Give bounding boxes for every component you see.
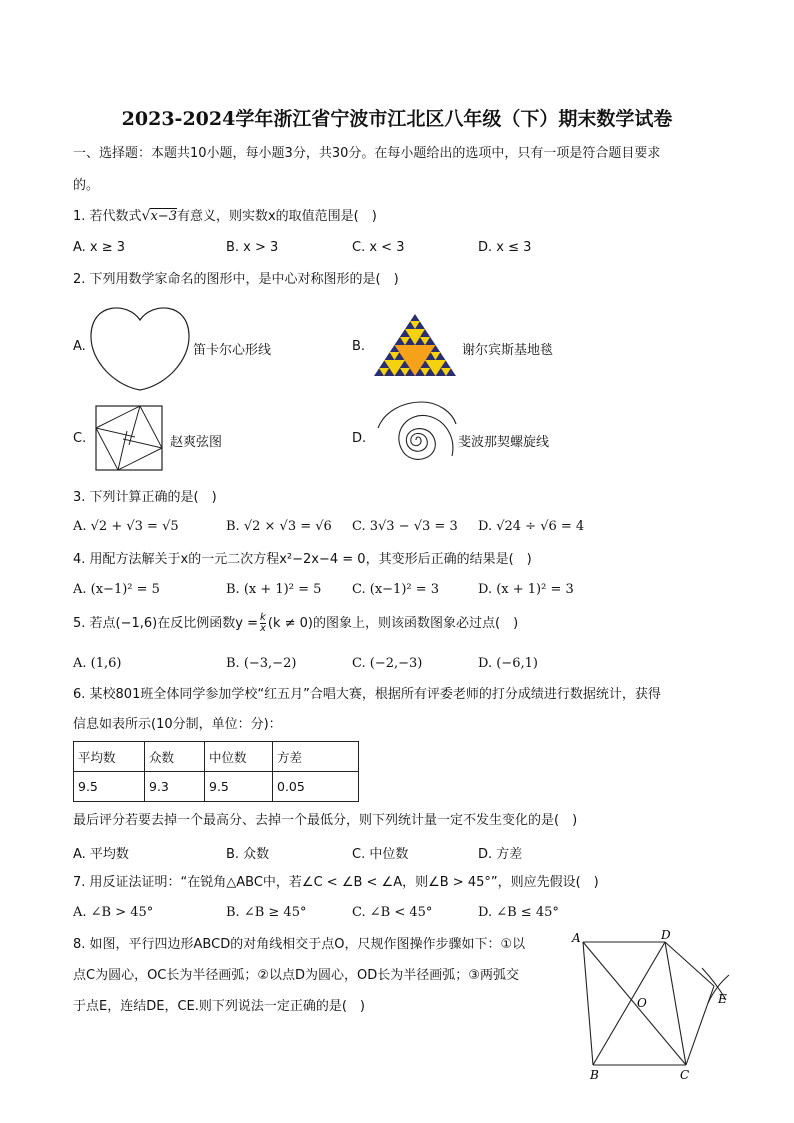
table-cell-median: 9.5 bbox=[205, 772, 273, 802]
q5-option-b[interactable]: B. (−3,−2) bbox=[226, 656, 297, 671]
q3-option-d[interactable]: D. √24 ÷ √6 = 4 bbox=[478, 519, 585, 534]
q7-option-a[interactable]: A. ∠B > 45° bbox=[73, 905, 154, 920]
q4-option-d[interactable]: D. (x + 1)² = 3 bbox=[478, 582, 574, 597]
cardioid-figure bbox=[88, 300, 192, 392]
table-cell-mean: 9.5 bbox=[74, 772, 145, 802]
q2-option-c[interactable]: C. bbox=[73, 431, 87, 446]
q2-option-a[interactable]: A. bbox=[73, 339, 86, 354]
q7-option-b[interactable]: B. ∠B ≥ 45° bbox=[226, 905, 307, 920]
q3-option-c[interactable]: C. 3√3 − √3 = 3 bbox=[352, 519, 458, 534]
q1-stem-pre: 1. 若代数式 bbox=[73, 209, 142, 224]
q1-radicand: x−3 bbox=[150, 209, 177, 224]
q2-stem: 2. 下列用数学家命名的图形中，是中心对称图形的是( ) bbox=[73, 272, 399, 287]
q5-fraction bbox=[260, 613, 266, 634]
q5-stem bbox=[73, 613, 518, 634]
page-title: 2023-2024学年浙江省宁波市江北区八年级（下）期末数学试卷 bbox=[121, 108, 673, 130]
q1-option-d[interactable]: D. x ≤ 3 bbox=[478, 240, 532, 255]
point-label-e: E bbox=[718, 992, 727, 1006]
q6-option-c[interactable]: C. 中位数 bbox=[352, 847, 409, 862]
q8-stem-line1: 8. 如图，平行四边形ABCD的对角线相交于点O，尺规作图操作步骤如下：①以 bbox=[73, 937, 526, 952]
sqrt-symbol: √ bbox=[141, 208, 151, 224]
zhaoshuang-figure bbox=[94, 404, 164, 472]
point-label-a: A bbox=[572, 931, 581, 945]
q5-stem-post: (k ≠ 0)的图象上，则该函数图象必过点( ) bbox=[267, 616, 519, 631]
q6-stem-line3: 最后评分若要去掉一个最高分、去掉一个最低分，则下列统计量一定不发生变化的是( ) bbox=[73, 813, 578, 828]
q6-stem-line2: 信息如表所示(10分制，单位：分)： bbox=[73, 717, 282, 732]
point-label-o: O bbox=[637, 996, 647, 1010]
q6-stem-line1: 6. 某校801班全体同学参加学校“红五月”合唱大赛，根据所有评委老师的打分成绩进行数据统计，获得 bbox=[73, 687, 661, 702]
q1-option-c[interactable]: C. x < 3 bbox=[352, 240, 405, 255]
q1-stem-post: 有意义，则实数x的取值范围是( ) bbox=[176, 209, 377, 224]
q4-option-c[interactable]: C. (x−1)² = 3 bbox=[352, 582, 440, 597]
stats-table bbox=[73, 741, 359, 802]
q3-option-b[interactable]: B. √2 × √3 = √6 bbox=[226, 519, 332, 534]
q1-option-b[interactable]: B. x > 3 bbox=[226, 240, 279, 255]
fibonacci-spiral-figure bbox=[372, 398, 458, 478]
q6-option-d[interactable]: D. 方差 bbox=[478, 847, 523, 862]
table-header-mode: 众数 bbox=[145, 742, 205, 772]
q2-name-a: 笛卡尔心形线 bbox=[193, 343, 272, 358]
section1-instruction-end: 的。 bbox=[73, 178, 100, 193]
q5-frac-den: x bbox=[259, 623, 266, 634]
q2-option-b[interactable]: B. bbox=[352, 339, 366, 354]
parallelogram-figure bbox=[566, 928, 748, 1083]
q4-option-b[interactable]: B. (x + 1)² = 5 bbox=[226, 582, 322, 597]
section1-instruction: 一、选择题：本题共10小题，每小题3分，共30分。在每小题给出的选项中，只有一项是符合题目要求 bbox=[73, 146, 661, 161]
q2-name-d: 斐波那契螺旋线 bbox=[458, 435, 550, 450]
q3-option-a[interactable]: A. √2 + √3 = √5 bbox=[73, 519, 179, 534]
q4-option-a[interactable]: A. (x−1)² = 5 bbox=[73, 582, 160, 597]
table-header-mean: 平均数 bbox=[74, 742, 145, 772]
q7-option-c[interactable]: C. ∠B < 45° bbox=[352, 905, 433, 920]
point-label-d: D bbox=[661, 928, 671, 942]
table-header-median: 中位数 bbox=[205, 742, 273, 772]
q8-stem-line2: 点C为圆心，OC长为半径画弧；②以点D为圆心，OD长为半径画弧；③两弧交 bbox=[73, 968, 519, 983]
table-header-variance: 方差 bbox=[273, 742, 359, 772]
q1-option-a[interactable]: A. x ≥ 3 bbox=[73, 240, 126, 255]
table-header-row bbox=[74, 742, 359, 772]
q5-option-d[interactable]: D. (−6,1) bbox=[478, 656, 538, 671]
q7-option-d[interactable]: D. ∠B ≤ 45° bbox=[478, 905, 559, 920]
table-cell-mode: 9.3 bbox=[145, 772, 205, 802]
q3-stem: 3. 下列计算正确的是( ) bbox=[73, 490, 217, 505]
q6-option-a[interactable]: A. 平均数 bbox=[73, 847, 129, 862]
q6-option-b[interactable]: B. 众数 bbox=[226, 847, 270, 862]
point-label-c: C bbox=[680, 1068, 690, 1082]
table-row bbox=[74, 772, 359, 802]
table-cell-variance: 0.05 bbox=[273, 772, 359, 802]
q8-stem-line3: 于点E，连结DE，CE.则下列说法一定正确的是( ) bbox=[73, 999, 366, 1014]
sierpinski-figure bbox=[372, 312, 458, 378]
q2-name-c: 赵爽弦图 bbox=[170, 435, 223, 450]
q7-stem: 7. 用反证法证明：“在锐角△ABC中，若∠C < ∠B < ∠A，则∠B > 45°”，则应先假设( ) bbox=[73, 875, 599, 890]
point-label-b: B bbox=[590, 1068, 599, 1082]
q4-stem: 4. 用配方法解关于x的一元二次方程x²−2x−4 = 0，其变形后正确的结果是( ) bbox=[73, 552, 532, 567]
q5-option-a[interactable]: A. (1,6) bbox=[73, 656, 122, 671]
q5-frac-num: k bbox=[260, 612, 266, 623]
q5-stem-pre: 5. 若点(−1,6)在反比例函数y = bbox=[73, 616, 258, 631]
q1-stem bbox=[73, 207, 377, 226]
q2-name-b: 谢尔宾斯基地毯 bbox=[462, 343, 554, 358]
q2-option-d[interactable]: D. bbox=[352, 431, 367, 446]
q5-option-c[interactable]: C. (−2,−3) bbox=[352, 656, 423, 671]
